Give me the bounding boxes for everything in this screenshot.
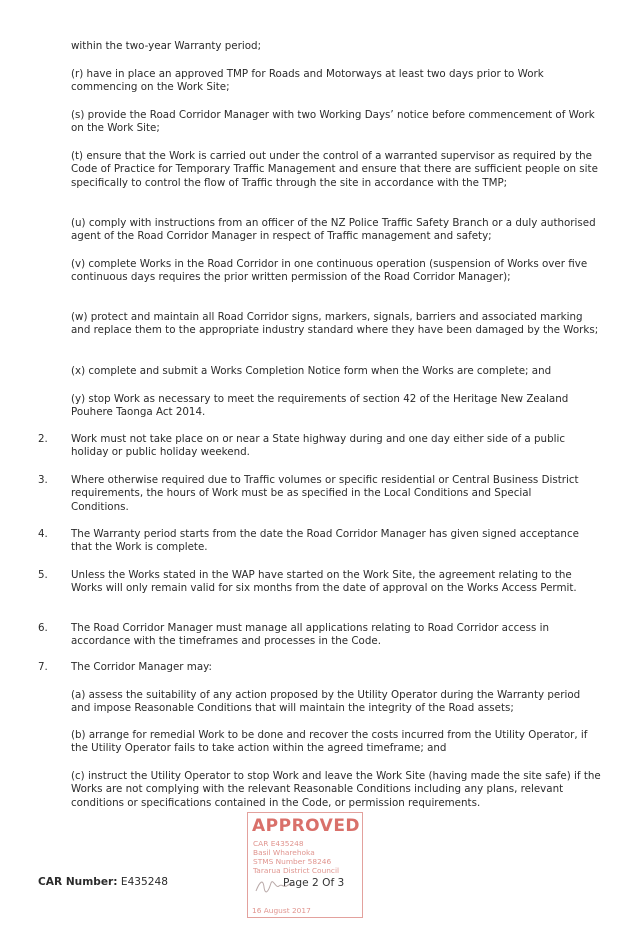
clause-y: (y) stop Work as necessary to meet the requirements of section 42 of the Heritage New Zealand Pouhere Taonga Act 2014.	[71, 393, 569, 419]
clause-number: 3.	[38, 474, 48, 486]
clause-text: The Warranty period starts from the date the Road Corridor Manager has given signed acceptance that the Work is complete.	[71, 528, 579, 554]
approved-stamp	[247, 812, 363, 918]
car-number-value: E435248	[120, 876, 169, 888]
clause-number: 5.	[38, 569, 48, 581]
clause-7c: (c) instruct the Utility Operator to stop Work and leave the Work Site (having made the site safe) if the Works are not complying with the relevant Reasonable Conditions including any plans, relevant conditions or specifications contained in the Code, or permission requirements.	[71, 770, 601, 809]
clause-7a: (a) assess the suitability of any action proposed by the Utility Operator during the Warranty period and impose Reasonable Conditions that will maintain the integrity of the Road assets;	[71, 689, 581, 715]
clause-text: Work must not take place on or near a State highway during and one day either side of a public holiday or public holiday weekend.	[71, 433, 565, 459]
clause-x: (x) complete and submit a Works Completion Notice form when the Works are complete; and	[71, 365, 552, 377]
clause-7b: (b) arrange for remedial Work to be done and recover the costs incurred from the Utility Operator, if the Utility Operator fails to take action within the agreed timeframe; and	[71, 729, 588, 755]
stamp-date: 16 August 2017	[252, 906, 311, 915]
clause-text: The Road Corridor Manager must manage all applications relating to Road Corridor access in accordance with the timeframes and processes in the Code.	[71, 622, 550, 648]
clause-t: (t) ensure that the Work is carried out under the control of a warranted supervisor as required by the Code of Practice for Temporary Traffic Management and ensure that there are sufficient people on site specifically to control the flow of Traffic through the site in accordance with the TMP;	[71, 150, 598, 189]
stamp-stms: STMS Number 58246	[253, 857, 332, 866]
clause-text: Where otherwise required due to Traffic volumes or specific residential or Central Business District requirements, the hours of Work must be as specified in the Local Conditions and Special Conditions.	[71, 474, 579, 513]
clause-w: (w) protect and maintain all Road Corridor signs, markers, signals, barriers and associated marking and replace them to the appropriate industry standard where they have been damaged by the Works;	[71, 311, 599, 337]
car-number-label: CAR Number:	[38, 876, 118, 888]
clause-u: (u) comply with instructions from an officer of the NZ Police Traffic Safety Branch or a duly authorised agent of the Road Corridor Manager in respect of Traffic management and safety;	[71, 217, 596, 243]
stamp-council: Tararua District Council	[253, 866, 340, 875]
clause-r: (r) have in place an approved TMP for Roads and Motorways at least two days prior to Work commencing on the Work Site;	[71, 68, 544, 94]
page-number: Page 2 Of 3	[283, 877, 345, 889]
clause-number: 6.	[38, 622, 48, 634]
clause-s: (s) provide the Road Corridor Manager with two Working Days’ notice before commencement of Work on the Work Site;	[71, 109, 595, 135]
clause-q-continued: within the two-year Warranty period;	[71, 40, 262, 52]
stamp-title: APPROVED	[252, 816, 361, 836]
clause-number: 2.	[38, 433, 48, 445]
clause-number: 7.	[38, 661, 48, 673]
clause-text: Unless the Works stated in the WAP have started on the Work Site, the agreement relating to the Works will only remain valid for six months from the date of approval on the Works Access Permit.	[71, 569, 577, 595]
stamp-name: Basil Wharehoka	[253, 848, 315, 857]
stamp-car: CAR E435248	[253, 839, 304, 848]
car-number	[38, 876, 168, 889]
clause-v: (v) complete Works in the Road Corridor in one continuous operation (suspension of Works over five continuous days requires the prior written permission of the Road Corridor Manager);	[71, 258, 588, 284]
clause-number: 4.	[38, 528, 48, 540]
clause-text: The Corridor Manager may:	[71, 661, 212, 673]
